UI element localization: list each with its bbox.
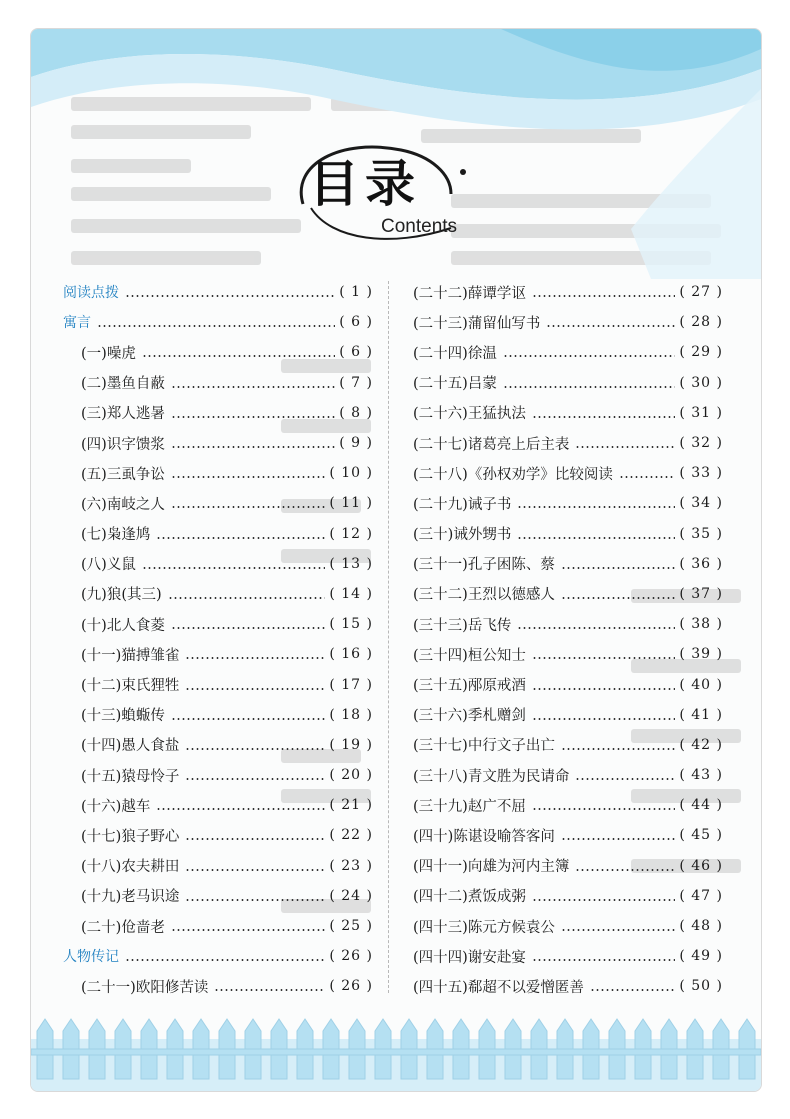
toc-entry bbox=[63, 519, 373, 549]
dot-leader bbox=[156, 808, 325, 810]
toc-entry bbox=[413, 911, 723, 941]
toc-entry bbox=[413, 760, 723, 790]
toc-entry bbox=[63, 609, 373, 639]
toc-entry bbox=[413, 458, 723, 488]
toc-page-number: ( 35 ) bbox=[679, 525, 723, 542]
toc-page-number: ( 23 ) bbox=[329, 857, 373, 874]
dot-leader bbox=[561, 597, 676, 599]
toc-page-number: ( 31 ) bbox=[679, 404, 723, 421]
toc-entry-title: (四十)陈谌设喻答客问 bbox=[413, 828, 555, 845]
toc-entry bbox=[413, 669, 723, 699]
toc-entry-title: (二十二)薛谭学讴 bbox=[413, 285, 526, 302]
toc-entry bbox=[63, 669, 373, 699]
dot-leader bbox=[185, 869, 325, 871]
toc-entry-title: (十四)愚人食盐 bbox=[81, 738, 180, 755]
toc-page-number: ( 39 ) bbox=[679, 646, 723, 663]
toc-entry bbox=[63, 458, 373, 488]
toc-page-number: ( 43 ) bbox=[679, 767, 723, 784]
dot-leader bbox=[517, 506, 675, 508]
toc-page-number: ( 26 ) bbox=[329, 948, 373, 965]
toc-entry bbox=[413, 700, 723, 730]
toc-entry-title: (三十二)王烈以德感人 bbox=[413, 587, 555, 604]
toc-entry-title: (三十七)中行文子出亡 bbox=[413, 738, 555, 755]
toc-page-number: ( 50 ) bbox=[679, 978, 723, 995]
toc-entry bbox=[63, 337, 373, 367]
dot-leader bbox=[517, 627, 675, 629]
dot-leader bbox=[575, 869, 675, 871]
dot-leader bbox=[171, 446, 335, 448]
dot-leader bbox=[185, 748, 325, 750]
toc-page-number: ( 37 ) bbox=[679, 585, 723, 602]
toc-entry bbox=[63, 760, 373, 790]
dot-leader bbox=[532, 657, 676, 659]
toc-entry-title: (十一)猫搏雏雀 bbox=[81, 647, 180, 664]
toc-entry-title: (二十五)吕蒙 bbox=[413, 376, 497, 393]
dot-leader bbox=[575, 446, 675, 448]
dot-leader bbox=[142, 355, 335, 357]
toc-entry-title: (十七)狼子野心 bbox=[81, 828, 180, 845]
toc-entry-title: (三十)诫外甥书 bbox=[413, 527, 512, 544]
toc-page-number: ( 16 ) bbox=[329, 646, 373, 663]
toc-page-number: ( 44 ) bbox=[679, 797, 723, 814]
toc-page-number: ( 17 ) bbox=[329, 676, 373, 693]
dot-leader bbox=[171, 416, 335, 418]
toc-entry-title: (四十二)煮饭成粥 bbox=[413, 889, 526, 906]
dot-leader bbox=[171, 506, 326, 508]
toc-page-number: ( 33 ) bbox=[679, 465, 723, 482]
toc-entry-title: (二十一)欧阳修苦读 bbox=[81, 979, 209, 996]
toc-page-number: ( 14 ) bbox=[329, 585, 373, 602]
dot-leader bbox=[185, 657, 325, 659]
toc-entry bbox=[63, 428, 373, 458]
toc-page-number: ( 29 ) bbox=[679, 344, 723, 361]
dot-leader bbox=[532, 688, 676, 690]
toc-entry bbox=[63, 851, 373, 881]
toc-right-column bbox=[413, 277, 723, 1002]
dot-leader bbox=[619, 476, 676, 478]
dot-leader bbox=[214, 989, 325, 991]
bottom-fence-decoration bbox=[31, 1009, 761, 1091]
dot-leader bbox=[171, 929, 326, 931]
toc-page-number: ( 7 ) bbox=[339, 374, 373, 391]
toc-page-number: ( 26 ) bbox=[329, 978, 373, 995]
toc-entry-title: (三)郑人逃暑 bbox=[81, 406, 165, 423]
toc-entry bbox=[413, 579, 723, 609]
column-divider bbox=[388, 281, 389, 993]
toc-entry-title: (十三)蝜蝂传 bbox=[81, 708, 165, 725]
toc-entry-title: (七)枭逢鸠 bbox=[81, 527, 151, 544]
toc-page-number: ( 49 ) bbox=[679, 948, 723, 965]
toc-entry bbox=[413, 428, 723, 458]
toc-entry-title: (四)识字馈浆 bbox=[81, 436, 165, 453]
toc-page-number: ( 27 ) bbox=[679, 284, 723, 301]
toc-page-number: ( 32 ) bbox=[679, 435, 723, 452]
toc-page-number: ( 38 ) bbox=[679, 616, 723, 633]
toc-page-number: ( 25 ) bbox=[329, 918, 373, 935]
toc-entry-title: (八)义鼠 bbox=[81, 557, 136, 574]
toc-entry bbox=[63, 881, 373, 911]
toc-entry bbox=[413, 881, 723, 911]
toc-entry-title: (三十四)桓公知士 bbox=[413, 647, 526, 664]
dot-leader bbox=[125, 295, 335, 297]
toc-page-number: ( 36 ) bbox=[679, 555, 723, 572]
toc-page-number: ( 24 ) bbox=[329, 887, 373, 904]
dot-leader bbox=[185, 838, 325, 840]
toc-entry bbox=[413, 790, 723, 820]
toc-entry-title: (二十)伧啬老 bbox=[81, 919, 165, 936]
toc-entry bbox=[63, 820, 373, 850]
toc-page-number: ( 28 ) bbox=[679, 314, 723, 331]
toc-page-number: ( 34 ) bbox=[679, 495, 723, 512]
toc-entry-title: (四十四)谢安赴宴 bbox=[413, 949, 526, 966]
toc-entry-title: (三十三)岳飞传 bbox=[413, 617, 512, 634]
toc-entry bbox=[413, 730, 723, 760]
fence-rail bbox=[31, 1049, 761, 1055]
toc-entry-title: (六)南岐之人 bbox=[81, 496, 165, 513]
toc-entry bbox=[63, 368, 373, 398]
dot-leader bbox=[546, 325, 675, 327]
toc-page-number: ( 46 ) bbox=[679, 857, 723, 874]
toc-section-heading bbox=[63, 941, 373, 971]
toc-entry bbox=[413, 639, 723, 669]
toc-page-number: ( 19 ) bbox=[329, 736, 373, 753]
toc-page-number: ( 20 ) bbox=[329, 767, 373, 784]
toc-page-number: ( 48 ) bbox=[679, 918, 723, 935]
toc-entry-title: (十八)农夫耕田 bbox=[81, 859, 180, 876]
toc-entry-title: (一)噪虎 bbox=[81, 345, 136, 362]
page-subtitle: Contents bbox=[381, 216, 458, 237]
dot-leader bbox=[517, 537, 675, 539]
toc-entry-title: (三十八)青文胜为民请命 bbox=[413, 768, 570, 785]
dot-leader bbox=[532, 416, 676, 418]
toc-page-number: ( 6 ) bbox=[339, 314, 373, 331]
dot-leader bbox=[575, 778, 675, 780]
dot-leader bbox=[185, 778, 325, 780]
dot-leader bbox=[532, 899, 676, 901]
dot-leader bbox=[532, 959, 676, 961]
toc-page-number: ( 9 ) bbox=[339, 435, 373, 452]
toc-entry bbox=[63, 488, 373, 518]
dot-leader bbox=[171, 386, 335, 388]
toc-page-number: ( 1 ) bbox=[339, 284, 373, 301]
dot-leader bbox=[185, 688, 325, 690]
toc-section-heading bbox=[63, 277, 373, 307]
toc-entry bbox=[413, 398, 723, 428]
toc-page-number: ( 30 ) bbox=[679, 374, 723, 391]
dot-leader bbox=[97, 325, 335, 327]
toc-entry bbox=[413, 368, 723, 398]
toc-entry-title: (四十一)向雄为河内主簿 bbox=[413, 859, 570, 876]
toc-entry-title: (二十七)诸葛亮上后主表 bbox=[413, 436, 570, 453]
toc-entry bbox=[413, 488, 723, 518]
toc-entry bbox=[413, 941, 723, 971]
toc-entry bbox=[413, 851, 723, 881]
toc-entry bbox=[63, 398, 373, 428]
dot-leader bbox=[590, 989, 676, 991]
title-block bbox=[281, 144, 501, 264]
toc-entry bbox=[413, 307, 723, 337]
toc-page-number: ( 40 ) bbox=[679, 676, 723, 693]
toc-entry bbox=[63, 700, 373, 730]
toc-entry-title: (二十六)王猛执法 bbox=[413, 406, 526, 423]
dot-leader bbox=[561, 838, 676, 840]
toc-left-column bbox=[63, 277, 373, 1002]
toc-entry-title: (四十五)郗超不以爱憎匿善 bbox=[413, 979, 584, 996]
dot-leader bbox=[168, 597, 326, 599]
toc-entry-title: (二十九)诫子书 bbox=[413, 496, 512, 513]
dot-leader bbox=[171, 718, 326, 720]
toc-entry bbox=[413, 609, 723, 639]
toc-entry bbox=[63, 639, 373, 669]
toc-entry-title: (十五)猿母怜子 bbox=[81, 768, 180, 785]
dot-leader bbox=[561, 748, 676, 750]
toc-entry bbox=[63, 730, 373, 760]
toc-entry-title: (三十一)孔子困陈、蔡 bbox=[413, 557, 555, 574]
toc-entry-title: (四十三)陈元方候袁公 bbox=[413, 919, 555, 936]
toc-page-number: ( 13 ) bbox=[329, 555, 373, 572]
toc-entry bbox=[413, 337, 723, 367]
toc-entry-title: (三十九)赵广不屈 bbox=[413, 798, 526, 815]
dot-leader bbox=[561, 567, 676, 569]
toc-page-number: ( 8 ) bbox=[339, 404, 373, 421]
dot-leader bbox=[171, 627, 326, 629]
toc-entry-title: (十二)束氏狸牲 bbox=[81, 678, 180, 695]
toc-entry bbox=[63, 971, 373, 1001]
dot-leader bbox=[185, 899, 325, 901]
toc-entry-title: (二十八)《孙权劝学》比较阅读 bbox=[413, 466, 613, 483]
dot-leader bbox=[171, 476, 326, 478]
toc-entry bbox=[413, 820, 723, 850]
toc-entry bbox=[413, 971, 723, 1001]
toc-entry bbox=[63, 790, 373, 820]
toc-page-number: ( 47 ) bbox=[679, 887, 723, 904]
dot-leader bbox=[503, 355, 676, 357]
toc-page-number: ( 41 ) bbox=[679, 706, 723, 723]
toc-entry bbox=[63, 911, 373, 941]
toc-entry bbox=[413, 549, 723, 579]
toc-entry-title: (十)北人食菱 bbox=[81, 617, 165, 634]
toc-entry-title: (九)狼(其三) bbox=[81, 587, 162, 604]
toc-entry-title: (十六)越车 bbox=[81, 798, 151, 815]
toc-entry-title: (二)墨鱼自蔽 bbox=[81, 376, 165, 393]
toc-page-number: ( 45 ) bbox=[679, 827, 723, 844]
toc-entry-title: 寓言 bbox=[63, 315, 91, 332]
dot-leader bbox=[125, 959, 325, 961]
toc-entry-title: (二十三)蒲留仙写书 bbox=[413, 315, 541, 332]
toc-entry-title: (十九)老马识途 bbox=[81, 889, 180, 906]
toc-section-heading bbox=[63, 307, 373, 337]
toc-entry-title: (五)三虱争讼 bbox=[81, 466, 165, 483]
toc-page-number: ( 22 ) bbox=[329, 827, 373, 844]
dot-leader bbox=[532, 808, 676, 810]
toc-entry bbox=[413, 277, 723, 307]
toc-page-number: ( 12 ) bbox=[329, 525, 373, 542]
toc-entry-title: 人物传记 bbox=[63, 949, 119, 966]
toc-page-number: ( 15 ) bbox=[329, 616, 373, 633]
toc-page-number: ( 6 ) bbox=[339, 344, 373, 361]
toc-entry bbox=[63, 549, 373, 579]
toc-page-number: ( 42 ) bbox=[679, 736, 723, 753]
toc-page-number: ( 11 ) bbox=[329, 495, 373, 512]
dot-leader bbox=[156, 537, 325, 539]
page-title: 目录 bbox=[309, 155, 421, 213]
toc-page-number: ( 21 ) bbox=[329, 797, 373, 814]
toc-page-number: ( 10 ) bbox=[329, 465, 373, 482]
dot-leader bbox=[532, 295, 676, 297]
toc-entry-title: (三十六)季札赠剑 bbox=[413, 708, 526, 725]
dot-leader bbox=[532, 718, 676, 720]
book-page bbox=[30, 28, 762, 1092]
dot-leader bbox=[561, 929, 676, 931]
dot-leader bbox=[503, 386, 676, 388]
toc-entry-title: 阅读点拨 bbox=[63, 285, 119, 302]
toc-entry-title: (二十四)徐温 bbox=[413, 345, 497, 362]
toc-page-number: ( 18 ) bbox=[329, 706, 373, 723]
dot-leader bbox=[142, 567, 326, 569]
toc-entry bbox=[413, 519, 723, 549]
toc-entry bbox=[63, 579, 373, 609]
toc-entry-title: (三十五)邴原戒酒 bbox=[413, 678, 526, 695]
